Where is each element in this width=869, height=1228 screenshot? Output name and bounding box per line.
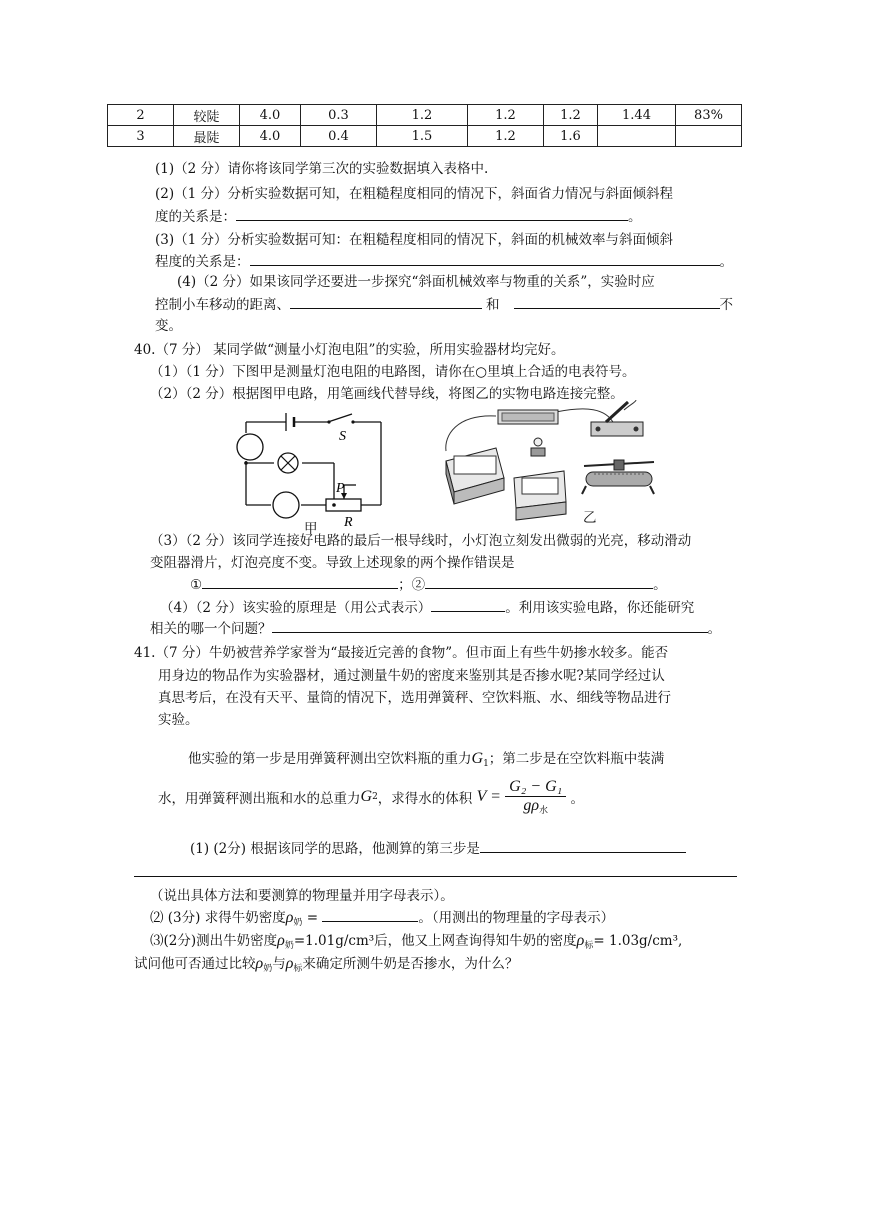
subscript: 奶 [263, 964, 273, 974]
subscript: 奶 [284, 941, 294, 951]
table-cell: 1.5 [377, 126, 468, 147]
conjunction: 与 [272, 956, 286, 972]
volume-formula [505, 778, 566, 816]
table-cell: 1.2 [468, 105, 544, 126]
rho-symbol: ρ [277, 932, 285, 949]
q40-part3-line2: 变阻器滑片，灯泡亮度不变。导致上述现象的两个操作错误是 [150, 555, 515, 571]
physical-circuit-yi [436, 396, 661, 526]
separator: ；② [398, 577, 426, 593]
period: 。 [628, 209, 642, 225]
denominator-text: gρ [523, 797, 540, 814]
period: 。 [719, 254, 733, 270]
subscript: 1 [483, 759, 489, 769]
q40-part4-text: 。利用该实验电路，你还能研究 [505, 600, 695, 616]
q40-answer-blank-3b[interactable] [425, 574, 653, 589]
step2-text-2: ，求得水的体积 [377, 791, 473, 807]
tail-text: 不 [719, 297, 733, 313]
bulb-icon [531, 448, 545, 456]
q39-answer-blank-4a[interactable] [290, 294, 482, 309]
q40-part4-line2 [150, 617, 721, 637]
circled-one: ① [190, 577, 203, 593]
q40-part3-line1: （3）（2 分）该同学连接好电路的最后一根导线时，小灯泡立刻发出微弱的光亮，移动滑动 [150, 533, 692, 549]
q39-answer-blank-3[interactable] [250, 251, 720, 266]
equals: = [302, 910, 319, 926]
table-cell: 1.2 [377, 105, 468, 126]
q40-answer-blank-4a[interactable] [431, 597, 505, 612]
table-cell: 0.4 [301, 126, 377, 147]
table-cell: 3 [108, 126, 174, 147]
figure-label-yi: 乙 [583, 510, 597, 526]
q41-step2 [158, 778, 584, 816]
table-cell: 0.3 [301, 105, 377, 126]
table-cell [676, 126, 742, 147]
rho-symbol: ρ [255, 955, 264, 972]
q41-part3-line1 [150, 929, 682, 951]
table-cell: 较陡 [174, 105, 240, 126]
switch-contact [351, 420, 354, 423]
q39-part2-line1: (2)（1 分）分析实验数据可知，在粗糙程度相同的情况下，斜面省力情况与斜面倾斜程 [155, 186, 674, 202]
q41-part2 [150, 906, 614, 928]
q41-answer-blank-1[interactable] [480, 838, 686, 853]
q41-line4: 实验。 [158, 712, 199, 728]
q40-part4-question: 相关的哪一个问题？ [150, 621, 272, 637]
q39-part4-prompt: 控制小车移动的距离、 [155, 297, 290, 313]
switch-contact [327, 420, 330, 423]
figure-label-jia: 甲 [304, 521, 318, 537]
table-cell: 最陡 [174, 126, 240, 147]
volume-symbol: V = [476, 788, 501, 805]
table-cell: 2 [108, 105, 174, 126]
period: 。 [570, 791, 584, 807]
table-cell [598, 126, 676, 147]
table-cell: 83% [676, 105, 742, 126]
q41-step1 [188, 747, 664, 769]
switch-blade [328, 414, 352, 422]
rho-symbol: ρ [285, 909, 294, 926]
q39-part3-prompt: 程度的关系是： [155, 254, 250, 270]
q41-part1-prompt: (1) (2分) 根据该同学的思路，他测算的第三步是 [190, 841, 480, 857]
q41-line2: 用身边的物品作为实验器材，通过测量牛奶的密度来鉴别其是否掺水呢?某同学经过认 [158, 668, 665, 684]
table-cell: 1.2 [544, 105, 598, 126]
q40-part2: （2）（2 分）根据图甲电路，用笔画线代替导线，将图乙的实物电路连接完整。 [150, 386, 624, 402]
experiment-data-table [107, 104, 742, 147]
answer-line[interactable] [134, 876, 737, 877]
step1-text-2: ；第二步是在空饮料瓶中装满 [488, 751, 665, 767]
q39-part1: (1)（2 分）请你将该同学第三次的实验数据填入表格中. [155, 161, 489, 177]
q41-part3-value1: =1.01g/cm³后，他又上网查询得知牛奶的密度 [293, 933, 577, 949]
rho-symbol: ρ [285, 955, 294, 972]
q40-part3-line3 [190, 573, 667, 593]
q39-part4-line2 [155, 293, 733, 313]
q40-part1: （1）（1 分）下图甲是测量灯泡电阻的电路图，请你在○里填上合适的电表符号。 [150, 364, 636, 380]
q39-answer-blank-2[interactable] [236, 206, 628, 221]
q39-part2-line2 [155, 205, 642, 225]
rho-symbol: ρ [576, 932, 585, 949]
q41-line1: 41.（7 分）牛奶被营养学家誉为“最接近完善的食物”。但市面上有些牛奶掺水较多。能否 [134, 645, 669, 661]
meter-circle-1[interactable] [237, 434, 263, 460]
circuit-diagram-jia [226, 405, 396, 530]
subscript: 标 [293, 964, 303, 974]
conjunction: 和 [486, 297, 500, 313]
switch-label: S [339, 429, 346, 444]
q39-part4-line3: 变。 [155, 318, 182, 334]
q41-part2-hint: 。（用测出的物理量的字母表示） [418, 910, 615, 926]
table-cell: 1.6 [544, 126, 598, 147]
q41-part1-note: （说出具体方法和要测算的物理量并用字母表示）。 [150, 888, 454, 904]
q41-part3-value2: = 1.03g/cm³, [593, 933, 683, 949]
subscript: 标 [584, 941, 594, 951]
q40-part4-line1 [160, 596, 694, 616]
slider-label: P [336, 481, 345, 496]
q41-part3-question: 试问他可否通过比较 [134, 956, 256, 972]
period: 。 [653, 577, 667, 593]
table-cell: 1.2 [468, 126, 544, 147]
step2-text: 水，用弹簧秤测出瓶和水的总重力 [158, 791, 361, 807]
rheostat-device-icon [582, 460, 654, 494]
subscript: 2 [372, 792, 378, 802]
meter-circle-2[interactable] [273, 492, 299, 518]
table-cell: 4.0 [240, 126, 301, 147]
step1-text: 他实验的第一步是用弹簧秤测出空饮料瓶的重力 [188, 751, 472, 767]
q40-answer-blank-3a[interactable] [202, 574, 398, 589]
table-cell: 1.44 [598, 105, 676, 126]
q39-part3-line2 [155, 250, 733, 270]
q41-part3-line2 [134, 952, 518, 974]
formula-numerator: G₂ − G₁ [505, 778, 566, 797]
q39-part3-line1: (3)（1 分）分析实验数据可知：在粗糙程度相同的情况下，斜面的机械效率与斜面倾斜 [155, 232, 674, 248]
table-cell: 4.0 [240, 105, 301, 126]
formula-denominator [505, 797, 566, 816]
q41-part3-prompt: ⑶(2分)测出牛奶密度 [150, 933, 278, 949]
q40-part4-prompt: （4）（2 分）该实验的原理是（用公式表示） [160, 600, 432, 616]
q41-part2-prompt: ⑵ (3分) 求得牛奶密度 [150, 910, 286, 926]
q40-answer-blank-4b[interactable] [272, 618, 708, 633]
table-row [108, 126, 742, 147]
period: 。 [707, 621, 721, 637]
q41-answer-blank-2[interactable] [322, 907, 418, 922]
table-row [108, 105, 742, 126]
symbol-g1: G [471, 750, 484, 767]
rheostat-icon [326, 499, 361, 511]
q39-answer-blank-4b[interactable] [514, 294, 720, 309]
subscript: 水 [539, 805, 549, 815]
q39-part4-line1: (4)（2 分）如果该同学还要进一步探究“斜面机械效率与物重的关系”，实验时应 [177, 274, 655, 290]
subscript: 奶 [293, 918, 303, 928]
q41-part1 [190, 837, 686, 857]
resistor-label: R [344, 515, 353, 530]
q41-part3-question-end: 来确定所测牛奶是否掺水，为什么？ [302, 956, 519, 972]
q39-part2-prompt: 度的关系是： [155, 209, 236, 225]
q41-line3: 真思考后，在没有天平、量筒的情况下，选用弹簧秤、空饮料瓶、水、细线等物品进行 [158, 690, 671, 706]
q40-title: 40.（7 分） 某同学做“测量小灯泡电阻”的实验，所用实验器材均完好。 [134, 342, 565, 358]
symbol-g2: G [360, 788, 373, 805]
